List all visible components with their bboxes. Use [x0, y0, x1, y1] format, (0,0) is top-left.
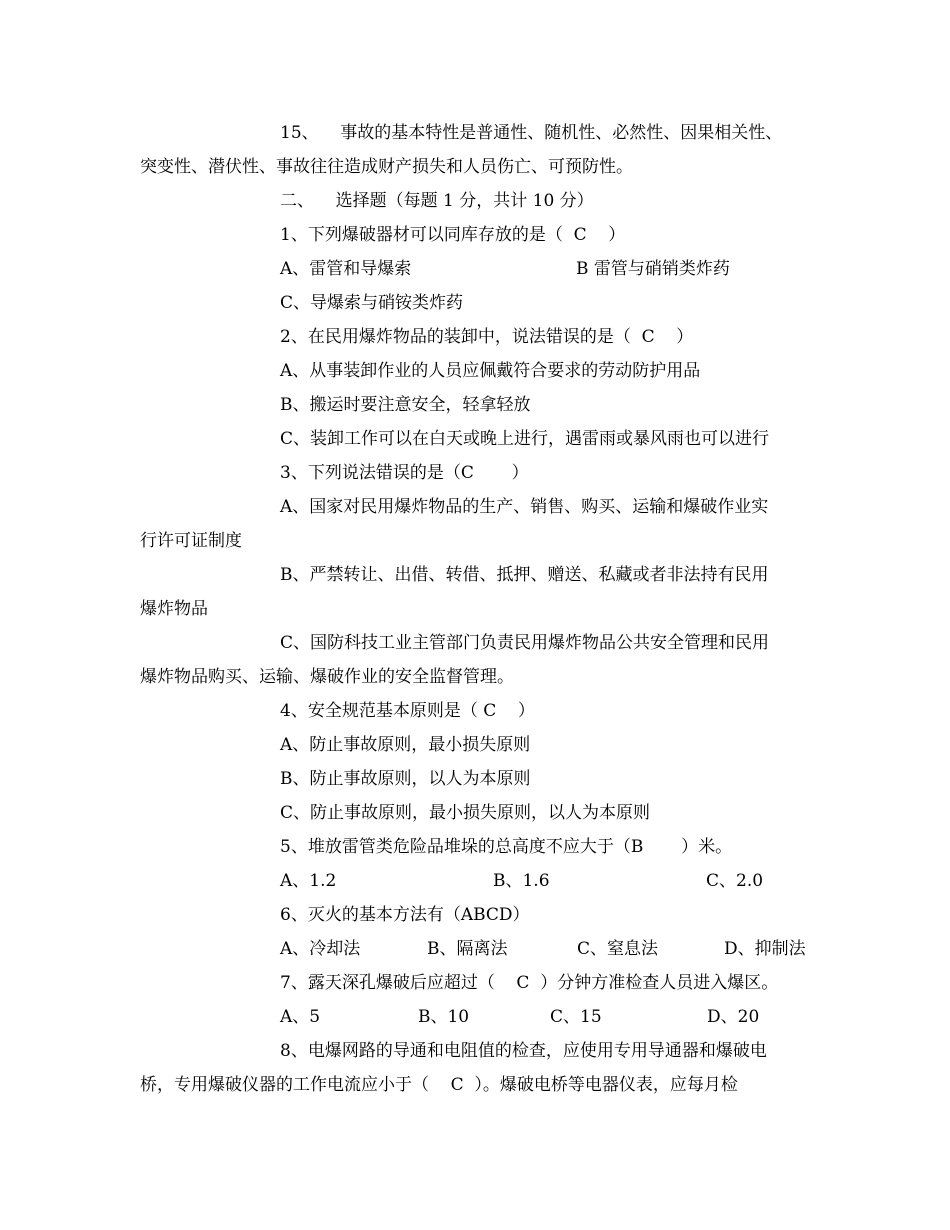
question-7: 7、露天深孔爆破后应超过（ C ）分钟方准检查人员进入爆区。 — [280, 973, 779, 993]
option-a-line-2: 行许可证制度 — [140, 531, 242, 551]
option-c-line-1: C、国防科技工业主管部门负责民用爆炸物品公共安全管理和民用 — [280, 633, 770, 653]
option-a: A、雷管和导爆索 — [280, 259, 412, 279]
option-b: B 雷管与硝销类炸药 — [576, 259, 730, 279]
option-b: B、防止事故原则，以人为本原则 — [280, 769, 531, 789]
section-heading-choice: 二、 选择题（每题 1 分，共计 10 分） — [280, 191, 594, 211]
option-c-line-2: 爆炸物品购买、运输、爆破作业的安全监督管理。 — [140, 667, 514, 687]
option-a-line-1: A、国家对民用爆炸物品的生产、销售、购买、运输和爆破作业实 — [280, 497, 769, 517]
option-c: C、导爆索与硝铵类炸药 — [280, 293, 464, 313]
option-a: A、从事装卸作业的人员应佩戴符合要求的劳动防护用品 — [280, 361, 701, 381]
option-a: A、冷却法 — [280, 939, 361, 959]
item-15-line-1: 15、 事故的基本特性是普通性、随机性、必然性、因果相关性、 — [280, 123, 783, 143]
option-d: D、抑制法 — [724, 939, 806, 959]
option-c: C、窒息法 — [577, 939, 659, 959]
option-c: C、防止事故原则，最小损失原则，以人为本原则 — [280, 803, 651, 823]
option-b: B、搬运时要注意安全，轻拿轻放 — [280, 395, 531, 415]
question-5-options-row — [140, 864, 812, 898]
option-b-line-2: 爆炸物品 — [140, 599, 208, 619]
option-b-line-1: B、严禁转让、出借、转借、抵押、赠送、私藏或者非法持有民用 — [280, 565, 769, 585]
option-a: A、1.2 — [280, 871, 337, 891]
option-c: C、装卸工作可以在白天或晚上进行，遇雷雨或暴风雨也可以进行 — [280, 429, 770, 449]
question-8-line-1: 8、电爆网路的导通和电阻值的检查，应使用专用导通器和爆破电 — [280, 1041, 767, 1061]
question-6: 6、灭火的基本方法有（ABCD） — [280, 905, 530, 925]
question-4: 4、安全规范基本原则是（ C ） — [280, 701, 535, 721]
question-7-options-row — [140, 1000, 812, 1034]
option-b: B、1.6 — [493, 871, 550, 891]
option-a: A、5 — [280, 1007, 321, 1027]
question-8-line-2: 桥，专用爆破仪器的工作电流应小于（ C ）。爆破电桥等电器仪表，应每月检 — [140, 1075, 738, 1095]
question-2: 2、在民用爆炸物品的装卸中，说法错误的是（ C ） — [280, 327, 694, 347]
option-b: B、隔离法 — [427, 939, 508, 959]
question-5: 5、堆放雷管类危险品堆垛的总高度不应大于（B ）米。 — [280, 837, 733, 857]
option-b: B、10 — [418, 1007, 470, 1027]
option-a: A、防止事故原则，最小损失原则 — [280, 735, 531, 755]
question-3: 3、下列说法错误的是（C ） — [280, 463, 529, 483]
document-body — [140, 116, 812, 1102]
question-1: 1、下列爆破器材可以同库存放的是（ C ） — [280, 225, 626, 245]
option-c: C、15 — [550, 1007, 602, 1027]
option-c: C、2.0 — [706, 871, 764, 891]
question-1-options-row — [140, 252, 812, 286]
option-d: D、20 — [707, 1007, 760, 1027]
item-15-line-2: 突变性、潜伏性、事故往往造成财产损失和人员伤亡、可预防性。 — [140, 157, 633, 177]
question-6-options-row — [140, 932, 812, 966]
